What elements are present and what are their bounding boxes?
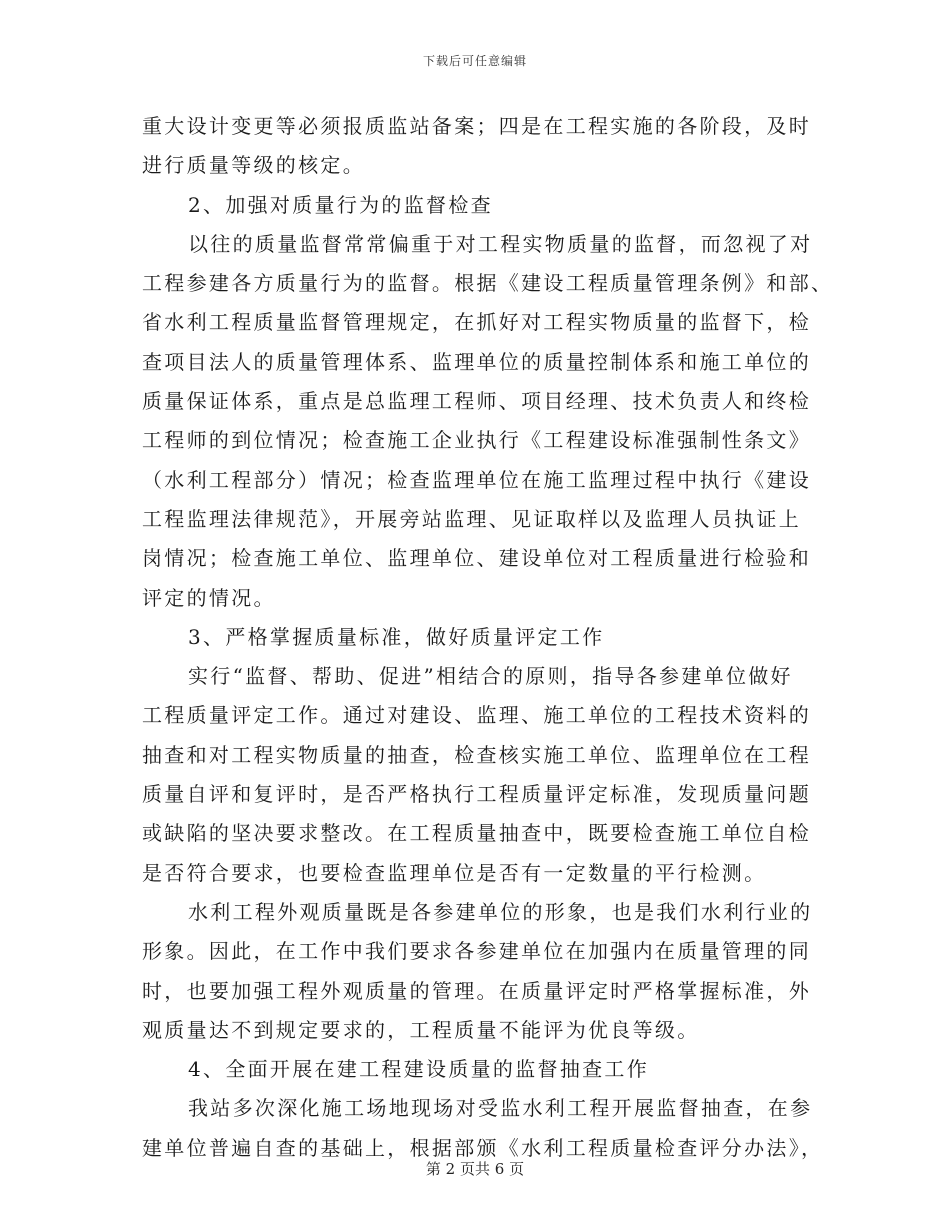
text-line: 以往的质量监督常常偏重于对工程实物质量的监督，而忽视了对 (188, 231, 813, 256)
text-line: 2、加强对质量行为的监督检查 (188, 192, 493, 217)
text-line: 我站多次深化施工场地现场对受监水利工程开展监督抽查，在参 (188, 1096, 813, 1121)
text-line: 观质量达不到规定要求的，工程质量不能评为优良等级。 (142, 1017, 700, 1042)
document-body (142, 107, 834, 1168)
page-footer: 第 2 页共 6 页 (425, 1160, 525, 1178)
text-line: 工程师的到位情况；检查施工企业执行《工程建设标准强制性条文》 (142, 428, 811, 453)
text-line: 形象。因此，在工作中我们要求各参建单位在加强内在质量管理的同 (142, 939, 811, 964)
text-line: 是否符合要求，也要检查监理单位是否有一定数量的平行检测。 (142, 860, 767, 885)
text-line: 查项目法人的质量管理体系、监理单位的质量控制体系和施工单位的 (142, 349, 811, 374)
text-line: 工程参建各方质量行为的监督。根据《建设工程质量管理条例》和部、 (142, 271, 834, 296)
text-line: 评定的情况。 (142, 585, 276, 610)
text-line: 水利工程外观质量既是各参建单位的形象，也是我们水利行业的 (188, 899, 813, 924)
text-line: 3、严格掌握质量标准，做好质量评定工作 (188, 624, 605, 649)
text-line: 4、全面开展在建工程建设质量的监督抽查工作 (188, 1057, 650, 1082)
text-line: 质量自评和复评时，是否严格执行工程质量评定标准，发现质量问题 (142, 782, 811, 807)
text-line: 时，也要加强工程外观质量的管理。在质量评定时严格掌握标准，外 (142, 978, 811, 1003)
text-line: 省水利工程质量监督管理规定，在抓好对工程实物质量的监督下，检 (142, 310, 811, 335)
text-line: 抽查和对工程实物质量的抽查，检查核实施工单位、监理单位在工程 (142, 742, 811, 767)
text-line: 岗情况；检查施工单位、监理单位、建设单位对工程质量进行检验和 (142, 546, 811, 571)
text-line: 实行“监督、帮助、促进”相结合的原则，指导各参建单位做好 (188, 664, 793, 689)
text-line: 质量保证体系，重点是总监理工程师、项目经理、技术负责人和终检 (142, 389, 811, 414)
text-line: 工程监理法律规范》，开展旁站监理、见证取样以及监理人员执证上 (142, 506, 801, 531)
text-line: 或缺陷的坚决要求整改。在工程质量抽查中，既要检查施工单位自检 (142, 821, 811, 846)
text-line: 工程质量评定工作。通过对建设、监理、施工单位的工程技术资料的 (142, 703, 811, 728)
text-line: 建单位普遍自查的基础上，根据部颁《水利工程质量检查评分办法》， (142, 1135, 824, 1160)
text-line: 进行质量等级的核定。 (142, 153, 365, 178)
text-line: （水利工程部分）情况；检查监理单位在施工监理过程中执行《建设 (142, 467, 811, 492)
page-header: 下载后可任意编辑 (422, 54, 527, 68)
text-line: 重大设计变更等必须报质监站备案；四是在工程实施的各阶段，及时 (142, 114, 811, 138)
